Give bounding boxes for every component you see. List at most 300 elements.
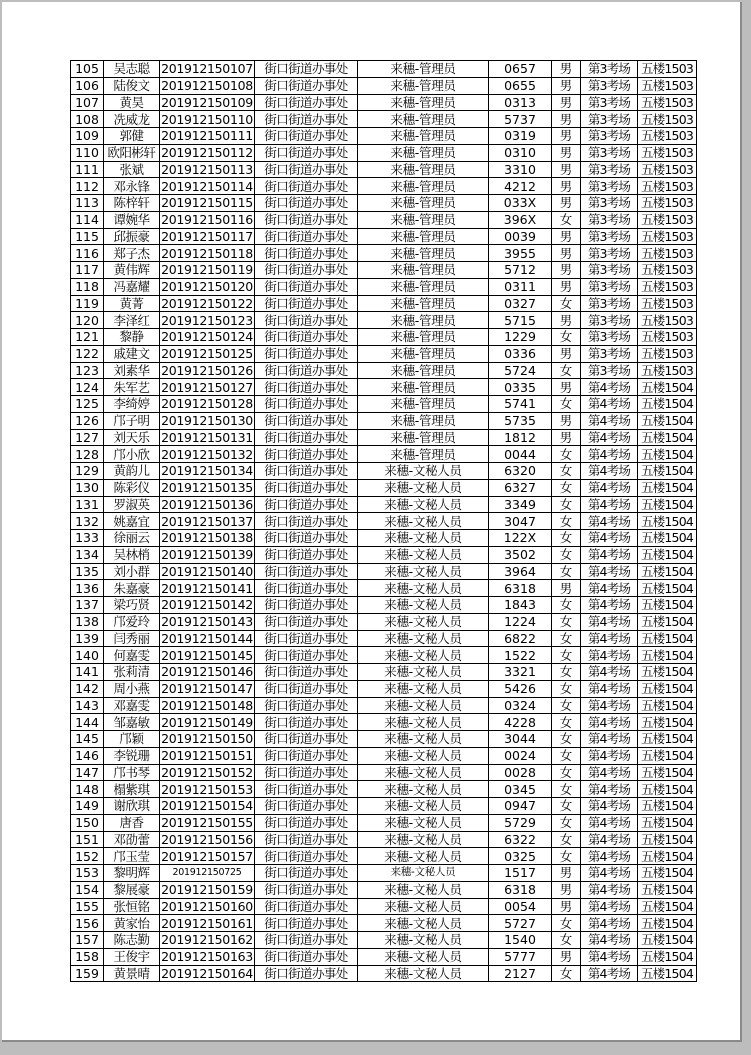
- ticket-number-cell: 201912150124: [161, 329, 253, 345]
- ticket-number-cell: 201912150111: [161, 128, 253, 144]
- room-location-cell: 五楼1503: [638, 211, 697, 228]
- id-suffix-cell: 3502: [489, 546, 552, 563]
- row-number-cell: 155: [71, 898, 104, 915]
- exam-room-cell: 第4考场: [581, 781, 638, 798]
- exam-room-cell: 第4考场: [581, 731, 638, 748]
- table-row: [71, 580, 697, 597]
- ticket-number-cell: 201912150137: [161, 513, 253, 529]
- candidate-name-cell: 邝书琴: [104, 764, 160, 781]
- candidate-name-cell: 李绮婷: [104, 396, 160, 413]
- gender-cell: 女: [552, 295, 581, 312]
- ticket-number-cell: 201912150136: [161, 496, 253, 512]
- table-row: [71, 245, 697, 262]
- roster-body: [71, 61, 697, 982]
- employer-unit-cell: 街口街道办事处: [255, 178, 358, 195]
- position-applied-cell: 来穗-文秘人员: [358, 496, 489, 513]
- candidate-name-cell: 冯嘉耀: [104, 278, 160, 295]
- row-number-cell: 125: [71, 396, 104, 413]
- room-location-cell: 五楼1504: [638, 714, 697, 731]
- exam-room-cell: 第4考场: [581, 680, 638, 697]
- gender-cell: 女: [552, 362, 581, 379]
- id-suffix-cell: 396X: [489, 211, 552, 228]
- ticket-number-cell: 201912150126: [161, 362, 253, 378]
- ticket-number-cell: 201912150138: [161, 530, 253, 546]
- employer-unit-cell: 街口街道办事处: [255, 831, 358, 848]
- exam-room-cell: 第4考场: [581, 881, 638, 898]
- id-suffix-cell: 0039: [489, 228, 552, 245]
- room-location-cell: 五楼1504: [638, 396, 697, 413]
- exam-room-cell: 第4考场: [581, 747, 638, 764]
- table-row: [71, 881, 697, 898]
- gender-cell: 男: [552, 61, 581, 78]
- room-location-cell: 五楼1504: [638, 764, 697, 781]
- room-location-cell: 五楼1504: [638, 965, 697, 982]
- candidate-name-cell: 刘天乐: [104, 429, 160, 446]
- position-applied-cell: 来穗-文秘人员: [358, 781, 489, 798]
- row-number-cell: 111: [71, 161, 104, 178]
- candidate-name-cell: 张恒铭: [104, 898, 160, 915]
- table-row: [71, 932, 697, 949]
- exam-room-cell: 第4考场: [581, 764, 638, 781]
- table-row: [71, 479, 697, 496]
- room-location-cell: 五楼1504: [638, 798, 697, 815]
- candidate-name-cell: 戚建文: [104, 345, 160, 362]
- employer-unit-cell: 街口街道办事处: [255, 781, 358, 798]
- row-number-cell: 131: [71, 496, 104, 513]
- id-suffix-cell: 0310: [489, 144, 552, 161]
- employer-unit-cell: 街口街道办事处: [255, 329, 358, 346]
- table-row: [71, 697, 697, 714]
- row-number-cell: 151: [71, 831, 104, 848]
- exam-room-cell: 第4考场: [581, 530, 638, 547]
- candidate-name-cell: 黄景晴: [104, 965, 160, 982]
- candidate-name-cell: 李锐珊: [104, 747, 160, 764]
- exam-room-cell: 第3考场: [581, 362, 638, 379]
- employer-unit-cell: 街口街道办事处: [255, 948, 358, 965]
- gender-cell: 女: [552, 329, 581, 346]
- room-location-cell: 五楼1504: [638, 865, 697, 882]
- ticket-number-cell: 201912150161: [161, 915, 253, 931]
- exam-room-cell: 第3考场: [581, 345, 638, 362]
- ticket-number-cell: 201912150146: [161, 664, 253, 680]
- id-suffix-cell: 5735: [489, 412, 552, 429]
- candidate-name-cell: 朱军艺: [104, 379, 160, 396]
- row-number-cell: 122: [71, 345, 104, 362]
- id-suffix-cell: 0947: [489, 798, 552, 815]
- room-location-cell: 五楼1503: [638, 178, 697, 195]
- ticket-number-cell: 201912150152: [161, 764, 253, 780]
- employer-unit-cell: 街口街道办事处: [255, 546, 358, 563]
- table-row: [71, 664, 697, 681]
- room-location-cell: 五楼1504: [638, 446, 697, 463]
- position-applied-cell: 来穗-文秘人员: [358, 898, 489, 915]
- gender-cell: 女: [552, 396, 581, 413]
- room-location-cell: 五楼1503: [638, 111, 697, 128]
- candidate-name-cell: 何嘉雯: [104, 647, 160, 664]
- position-applied-cell: 来穗-文秘人员: [358, 865, 489, 882]
- table-row: [71, 764, 697, 781]
- id-suffix-cell: 1812: [489, 429, 552, 446]
- candidate-name-cell: 邝小欣: [104, 446, 160, 463]
- room-location-cell: 五楼1504: [638, 948, 697, 965]
- room-location-cell: 五楼1503: [638, 278, 697, 295]
- ticket-number-cell: 201912150127: [161, 379, 253, 395]
- employer-unit-cell: 街口街道办事处: [255, 144, 358, 161]
- table-row: [71, 647, 697, 664]
- gender-cell: 女: [552, 211, 581, 228]
- position-applied-cell: 来穗-管理员: [358, 278, 489, 295]
- row-number-cell: 133: [71, 530, 104, 547]
- table-row: [71, 613, 697, 630]
- table-row: [71, 463, 697, 480]
- table-row: [71, 178, 697, 195]
- employer-unit-cell: 街口街道办事处: [255, 530, 358, 547]
- table-row: [71, 412, 697, 429]
- row-number-cell: 129: [71, 463, 104, 480]
- position-applied-cell: 来穗-文秘人员: [358, 479, 489, 496]
- table-row: [71, 680, 697, 697]
- row-number-cell: 123: [71, 362, 104, 379]
- ticket-number-cell: 201912150162: [161, 932, 253, 948]
- candidate-name-cell: 邝颖: [104, 731, 160, 748]
- table-row: [71, 546, 697, 563]
- id-suffix-cell: 0324: [489, 697, 552, 714]
- row-number-cell: 119: [71, 295, 104, 312]
- ticket-number-cell: 201912150144: [161, 630, 253, 646]
- ticket-number-cell: 201912150159: [161, 882, 253, 898]
- row-number-cell: 146: [71, 747, 104, 764]
- position-applied-cell: 来穗-管理员: [358, 94, 489, 111]
- employer-unit-cell: 街口街道办事处: [255, 61, 358, 78]
- row-number-cell: 144: [71, 714, 104, 731]
- ticket-number-cell: 201912150141: [161, 580, 253, 596]
- gender-cell: 男: [552, 865, 581, 882]
- row-number-cell: 121: [71, 329, 104, 346]
- room-location-cell: 五楼1503: [638, 228, 697, 245]
- id-suffix-cell: 5426: [489, 680, 552, 697]
- position-applied-cell: 来穗-管理员: [358, 211, 489, 228]
- exam-room-cell: 第4考场: [581, 563, 638, 580]
- room-location-cell: 五楼1503: [638, 195, 697, 212]
- room-location-cell: 五楼1504: [638, 647, 697, 664]
- id-suffix-cell: 0313: [489, 94, 552, 111]
- gender-cell: 女: [552, 530, 581, 547]
- position-applied-cell: 来穗-管理员: [358, 111, 489, 128]
- gender-cell: 男: [552, 128, 581, 145]
- row-number-cell: 137: [71, 597, 104, 614]
- room-location-cell: 五楼1503: [638, 144, 697, 161]
- employer-unit-cell: 街口街道办事处: [255, 161, 358, 178]
- employer-unit-cell: 街口街道办事处: [255, 496, 358, 513]
- row-number-cell: 108: [71, 111, 104, 128]
- room-location-cell: 五楼1504: [638, 680, 697, 697]
- employer-unit-cell: 街口街道办事处: [255, 630, 358, 647]
- candidate-name-cell: 黄昊: [104, 94, 160, 111]
- ticket-number-cell: 201912150135: [161, 480, 253, 496]
- gender-cell: 男: [552, 161, 581, 178]
- ticket-number-cell: 201912150725: [160, 865, 255, 882]
- candidate-name-cell: 黎明辉: [104, 865, 160, 882]
- gender-cell: 男: [552, 111, 581, 128]
- exam-room-cell: 第4考场: [581, 396, 638, 413]
- candidate-name-cell: 张斌: [104, 161, 160, 178]
- row-number-cell: 112: [71, 178, 104, 195]
- employer-unit-cell: 街口街道办事处: [255, 714, 358, 731]
- room-location-cell: 五楼1503: [638, 161, 697, 178]
- row-number-cell: 142: [71, 680, 104, 697]
- room-location-cell: 五楼1503: [638, 94, 697, 111]
- ticket-number-cell: 201912150143: [161, 614, 253, 630]
- gender-cell: 女: [552, 915, 581, 932]
- table-row: [71, 831, 697, 848]
- employer-unit-cell: 街口街道办事处: [255, 915, 358, 932]
- exam-room-cell: 第4考场: [581, 915, 638, 932]
- room-location-cell: 五楼1504: [638, 597, 697, 614]
- gender-cell: 女: [552, 731, 581, 748]
- position-applied-cell: 来穗-文秘人员: [358, 831, 489, 848]
- gender-cell: 男: [552, 312, 581, 329]
- employer-unit-cell: 街口街道办事处: [255, 228, 358, 245]
- room-location-cell: 五楼1504: [638, 664, 697, 681]
- exam-room-cell: 第4考场: [581, 647, 638, 664]
- ticket-number-cell: 201912150147: [161, 681, 253, 697]
- id-suffix-cell: 5727: [489, 915, 552, 932]
- employer-unit-cell: 街口街道办事处: [255, 295, 358, 312]
- table-row: [71, 362, 697, 379]
- candidate-name-cell: 刘小群: [104, 563, 160, 580]
- table-row: [71, 814, 697, 831]
- id-suffix-cell: 6318: [489, 580, 552, 597]
- employer-unit-cell: 街口街道办事处: [255, 278, 358, 295]
- ticket-number-cell: 201912150128: [161, 396, 253, 412]
- row-number-cell: 110: [71, 144, 104, 161]
- room-location-cell: 五楼1504: [638, 563, 697, 580]
- row-number-cell: 138: [71, 613, 104, 630]
- ticket-number-cell: 201912150151: [161, 748, 253, 764]
- ticket-number-cell: 201912150125: [161, 346, 253, 362]
- position-applied-cell: 来穗-管理员: [358, 396, 489, 413]
- gender-cell: 男: [552, 228, 581, 245]
- employer-unit-cell: 街口街道办事处: [255, 664, 358, 681]
- ticket-number-cell: 201912150107: [161, 61, 253, 77]
- room-location-cell: 五楼1504: [638, 530, 697, 547]
- id-suffix-cell: 3964: [489, 563, 552, 580]
- gender-cell: 女: [552, 965, 581, 982]
- exam-room-cell: 第4考场: [581, 479, 638, 496]
- table-row: [71, 446, 697, 463]
- position-applied-cell: 来穗-管理员: [358, 362, 489, 379]
- table-row: [71, 379, 697, 396]
- position-applied-cell: 来穗-文秘人员: [358, 915, 489, 932]
- row-number-cell: 156: [71, 915, 104, 932]
- candidate-name-cell: 陈梓轩: [104, 195, 160, 212]
- table-row: [71, 262, 697, 279]
- gender-cell: 女: [552, 546, 581, 563]
- id-suffix-cell: 5737: [489, 111, 552, 128]
- exam-room-cell: 第3考场: [581, 161, 638, 178]
- ticket-number-cell: 201912150131: [161, 429, 253, 445]
- exam-room-cell: 第4考场: [581, 865, 638, 882]
- candidate-name-cell: 闫秀丽: [104, 630, 160, 647]
- room-location-cell: 五楼1504: [638, 379, 697, 396]
- candidate-name-cell: 邝玉莹: [104, 848, 160, 865]
- gender-cell: 女: [552, 446, 581, 463]
- employer-unit-cell: 街口街道办事处: [255, 77, 358, 94]
- ticket-number-cell: 201912150134: [161, 463, 253, 479]
- gender-cell: 女: [552, 714, 581, 731]
- position-applied-cell: 来穗-文秘人员: [358, 563, 489, 580]
- id-suffix-cell: 4228: [489, 714, 552, 731]
- id-suffix-cell: 3047: [489, 513, 552, 530]
- gender-cell: 女: [552, 563, 581, 580]
- exam-room-cell: 第4考场: [581, 379, 638, 396]
- employer-unit-cell: 街口街道办事处: [255, 865, 358, 882]
- row-number-cell: 136: [71, 580, 104, 597]
- row-number-cell: 116: [71, 245, 104, 262]
- row-number-cell: 153: [71, 865, 104, 882]
- room-location-cell: 五楼1504: [638, 546, 697, 563]
- id-suffix-cell: 6822: [489, 630, 552, 647]
- gender-cell: 女: [552, 764, 581, 781]
- id-suffix-cell: 0655: [489, 77, 552, 94]
- candidate-name-cell: 黄家怡: [104, 915, 160, 932]
- id-suffix-cell: 1522: [489, 647, 552, 664]
- room-location-cell: 五楼1504: [638, 881, 697, 898]
- table-row: [71, 61, 697, 78]
- id-suffix-cell: 0325: [489, 848, 552, 865]
- gender-cell: 男: [552, 278, 581, 295]
- gender-cell: 男: [552, 345, 581, 362]
- exam-room-cell: 第3考场: [581, 128, 638, 145]
- position-applied-cell: 来穗-管理员: [358, 329, 489, 346]
- room-location-cell: 五楼1504: [638, 613, 697, 630]
- position-applied-cell: 来穗-管理员: [358, 295, 489, 312]
- room-location-cell: 五楼1504: [638, 781, 697, 798]
- row-number-cell: 150: [71, 814, 104, 831]
- id-suffix-cell: 3349: [489, 496, 552, 513]
- candidate-name-cell: 谢欣琪: [104, 798, 160, 815]
- room-location-cell: 五楼1503: [638, 295, 697, 312]
- employer-unit-cell: 街口街道办事处: [255, 965, 358, 982]
- id-suffix-cell: 3044: [489, 731, 552, 748]
- ticket-number-cell: 201912150139: [161, 547, 253, 563]
- gender-cell: 男: [552, 178, 581, 195]
- exam-room-cell: 第3考场: [581, 329, 638, 346]
- id-suffix-cell: 6320: [489, 463, 552, 480]
- table-row: [71, 898, 697, 915]
- exam-roster-table: [70, 60, 697, 982]
- table-row: [71, 747, 697, 764]
- row-number-cell: 120: [71, 312, 104, 329]
- employer-unit-cell: 街口街道办事处: [255, 111, 358, 128]
- ticket-number-cell: 201912150117: [161, 228, 253, 244]
- exam-room-cell: 第3考场: [581, 211, 638, 228]
- room-location-cell: 五楼1504: [638, 429, 697, 446]
- position-applied-cell: 来穗-文秘人员: [358, 647, 489, 664]
- ticket-number-cell: 201912150154: [161, 798, 253, 814]
- position-applied-cell: 来穗-文秘人员: [358, 463, 489, 480]
- employer-unit-cell: 街口街道办事处: [255, 680, 358, 697]
- position-applied-cell: 来穗-文秘人员: [358, 798, 489, 815]
- exam-room-cell: 第3考场: [581, 295, 638, 312]
- row-number-cell: 124: [71, 379, 104, 396]
- position-applied-cell: 来穗-文秘人员: [358, 680, 489, 697]
- row-number-cell: 106: [71, 77, 104, 94]
- employer-unit-cell: 街口街道办事处: [255, 932, 358, 949]
- table-row: [71, 530, 697, 547]
- room-location-cell: 五楼1503: [638, 262, 697, 279]
- row-number-cell: 148: [71, 781, 104, 798]
- gender-cell: 女: [552, 747, 581, 764]
- position-applied-cell: 来穗-管理员: [358, 61, 489, 78]
- candidate-name-cell: 王俊宇: [104, 948, 160, 965]
- room-location-cell: 五楼1504: [638, 496, 697, 513]
- gender-cell: 男: [552, 881, 581, 898]
- gender-cell: 女: [552, 630, 581, 647]
- id-suffix-cell: 5777: [489, 948, 552, 965]
- candidate-name-cell: 李泽红: [104, 312, 160, 329]
- candidate-name-cell: 黄韵儿: [104, 463, 160, 480]
- ticket-number-cell: 201912150113: [161, 161, 253, 177]
- candidate-name-cell: 梁巧贤: [104, 597, 160, 614]
- gender-cell: 男: [552, 379, 581, 396]
- table-row: [71, 714, 697, 731]
- position-applied-cell: 来穗-管理员: [358, 379, 489, 396]
- exam-room-cell: 第4考场: [581, 714, 638, 731]
- table-row: [71, 513, 697, 530]
- room-location-cell: 五楼1503: [638, 345, 697, 362]
- exam-room-cell: 第4考场: [581, 463, 638, 480]
- employer-unit-cell: 街口街道办事处: [255, 396, 358, 413]
- row-number-cell: 105: [71, 61, 104, 78]
- candidate-name-cell: 欧阳彬轩: [104, 144, 160, 161]
- exam-room-cell: 第4考场: [581, 446, 638, 463]
- employer-unit-cell: 街口街道办事处: [255, 379, 358, 396]
- employer-unit-cell: 街口街道办事处: [255, 94, 358, 111]
- position-applied-cell: 来穗-文秘人员: [358, 546, 489, 563]
- id-suffix-cell: 1843: [489, 597, 552, 614]
- ticket-number-cell: 201912150142: [161, 597, 253, 613]
- table-row: [71, 563, 697, 580]
- room-location-cell: 五楼1504: [638, 848, 697, 865]
- gender-cell: 女: [552, 798, 581, 815]
- ticket-number-cell: 201912150156: [161, 831, 253, 847]
- ticket-number-cell: 201912150108: [161, 78, 253, 94]
- exam-room-cell: 第3考场: [581, 262, 638, 279]
- table-row: [71, 195, 697, 212]
- gender-cell: 男: [552, 429, 581, 446]
- table-row: [71, 915, 697, 932]
- position-applied-cell: 来穗-管理员: [358, 429, 489, 446]
- id-suffix-cell: 3955: [489, 245, 552, 262]
- employer-unit-cell: 街口街道办事处: [255, 412, 358, 429]
- exam-room-cell: 第4考场: [581, 831, 638, 848]
- employer-unit-cell: 街口街道办事处: [255, 128, 358, 145]
- gender-cell: 女: [552, 664, 581, 681]
- position-applied-cell: 来穗-文秘人员: [358, 513, 489, 530]
- candidate-name-cell: 邝子明: [104, 412, 160, 429]
- candidate-name-cell: 唐香: [104, 814, 160, 831]
- employer-unit-cell: 街口街道办事处: [255, 429, 358, 446]
- gender-cell: 女: [552, 932, 581, 949]
- id-suffix-cell: 5729: [489, 814, 552, 831]
- exam-room-cell: 第3考场: [581, 195, 638, 212]
- exam-room-cell: 第3考场: [581, 228, 638, 245]
- exam-room-cell: 第4考场: [581, 898, 638, 915]
- position-applied-cell: 来穗-管理员: [358, 195, 489, 212]
- position-applied-cell: 来穗-文秘人员: [358, 948, 489, 965]
- exam-room-cell: 第4考场: [581, 848, 638, 865]
